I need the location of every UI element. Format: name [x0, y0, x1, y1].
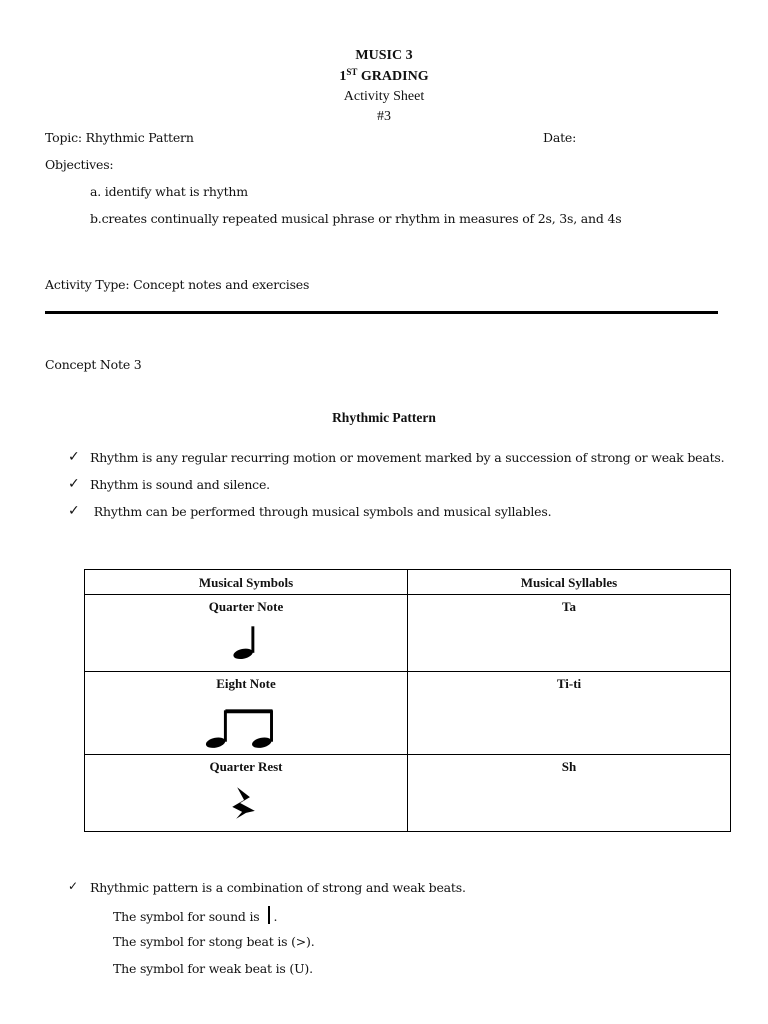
grading-label: GRADING	[357, 69, 429, 84]
table-header-row	[85, 570, 731, 595]
pattern-definition: Rhythmic pattern is a combination of strong and weak beats.	[90, 880, 466, 895]
section-title: Rhythmic Pattern	[332, 410, 436, 425]
symbol-name: Quarter Note	[208, 599, 284, 614]
checkmark-icon: ✓	[68, 879, 79, 893]
objective-b: b.creates continually repeated musical phrase or rhythm in measures of 2s, 3s, and 4s	[90, 211, 622, 226]
bullet-performed: Rhythm can be performed through musical symbols and musical syllables.	[90, 504, 552, 519]
sound-symbol-text: The symbol for sound is	[113, 909, 260, 924]
header-musical-syllables: Musical Syllables	[408, 570, 731, 595]
table-row	[85, 595, 731, 672]
weak-beat-line: The symbol for weak beat is (U).	[113, 961, 313, 976]
grading-ordinal: ST	[346, 67, 358, 77]
activity-type: Activity Type: Concept notes and exercises	[45, 277, 310, 292]
checkmark-icon: ✓	[68, 476, 80, 492]
syllable-name: Ti-ti	[556, 676, 582, 691]
topic-line: Topic: Rhythmic Pattern	[45, 130, 194, 145]
symbol-cell	[85, 672, 408, 755]
checkmark-icon: ✓	[68, 449, 80, 465]
objectives-label: Objectives:	[45, 157, 114, 172]
table-row	[85, 672, 731, 755]
syllable-cell	[408, 672, 731, 755]
section-divider	[45, 311, 718, 314]
subject-title: MUSIC 3	[355, 48, 413, 63]
grading-number: 1	[339, 69, 347, 84]
sound-bar-icon	[268, 906, 270, 924]
strong-beat-line: The symbol for stong beat is (>).	[113, 934, 315, 949]
syllable-name: Ta	[562, 599, 576, 614]
symbol-name: Quarter Rest	[209, 759, 283, 774]
sheet-number: #3	[377, 109, 391, 124]
syllable-cell	[408, 755, 731, 832]
concept-note-label: Concept Note 3	[45, 357, 142, 372]
quarter-note-icon	[89, 623, 403, 663]
sound-symbol-line	[113, 906, 277, 924]
eighth-notes-icon	[89, 704, 403, 750]
symbol-name: Eight Note	[216, 676, 276, 691]
table-row	[85, 755, 731, 832]
musical-symbols-table	[84, 569, 731, 832]
quarter-rest-icon	[89, 783, 403, 823]
syllable-name: Sh	[561, 759, 577, 774]
symbol-cell	[85, 595, 408, 672]
grading-title	[0, 67, 768, 85]
bullet-rhythm-definition: Rhythm is any regular recurring motion or movement marked by a succession of strong or weak beats.	[90, 450, 725, 465]
syllable-cell	[408, 595, 731, 672]
date-label: Date:	[543, 130, 577, 145]
symbol-cell	[85, 755, 408, 832]
sound-symbol-period: .	[273, 909, 278, 924]
objective-a: a. identify what is rhythm	[90, 184, 248, 199]
bullet-sound-silence: Rhythm is sound and silence.	[90, 477, 270, 492]
activity-sheet-label: Activity Sheet	[343, 89, 425, 104]
header-musical-symbols: Musical Symbols	[85, 570, 408, 595]
checkmark-icon: ✓	[68, 503, 80, 519]
